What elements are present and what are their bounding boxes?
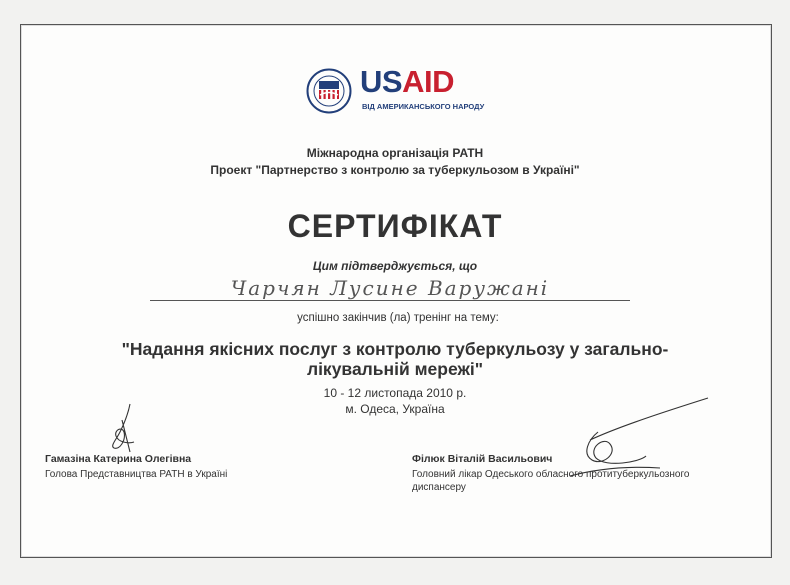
training-location: м. Одеса, Україна [345,402,445,416]
training-dates: 10 - 12 листопада 2010 р. [323,386,467,400]
usaid-logo [306,64,496,116]
topic-line-1: "Надання якісних послуг з контролю туберкульозу у загально- [121,339,669,359]
name-underline [150,300,630,301]
usaid-wordmark: USAID [360,64,454,99]
right-signatory-name: Філюк Віталій Васильович [412,453,553,465]
certificate-title: СЕРТИФІКАТ [287,208,503,244]
recipient-name: Чарчян Лусине Варужані [230,276,550,300]
project-name: Проект "Партнерство з контролю за туберкульозом в Україні" [210,163,580,177]
right-role-line-1: Головний лікар Одеського обласного протитуберкульозного [412,469,690,480]
left-signatory-role: Голова Представництва PATH в Україні [45,469,228,480]
right-role-line-2: диспансеру [412,482,466,493]
left-signature-scribble [100,402,150,454]
topic-line-2: лікувальній мережі" [306,359,484,379]
training-topic [90,339,700,379]
left-signatory-name: Гамазіна Катерина Олегівна [45,453,192,465]
completed-text: успішно закінчив (ла) тренінг на тему: [297,312,499,324]
right-signatory-role [412,468,689,494]
confirm-text: Цим підтверджується, що [312,259,478,273]
usaid-tagline: ВІД АМЕРИКАНСЬКОГО НАРОДУ [362,102,485,111]
usaid-seal-icon [306,68,352,114]
organization-name: Міжнародна організація PATH [306,146,484,160]
